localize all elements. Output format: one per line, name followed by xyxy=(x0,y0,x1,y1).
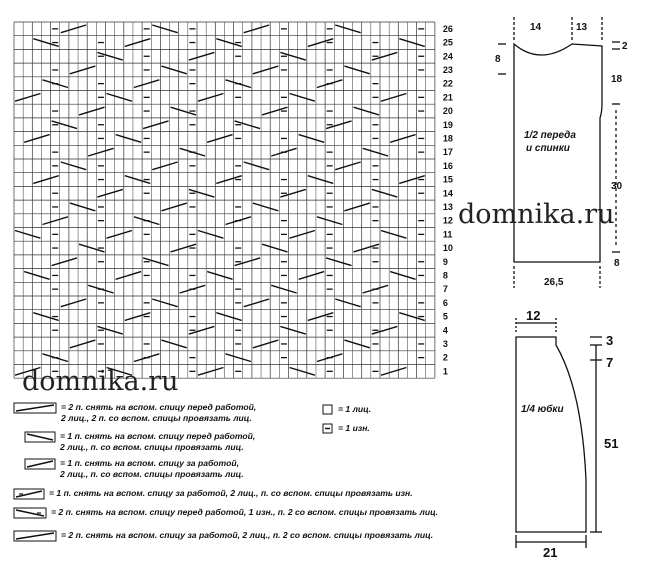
cable-stroke xyxy=(344,340,369,348)
cable-stroke xyxy=(134,217,159,225)
cable-stroke xyxy=(271,285,296,293)
cable-stroke xyxy=(116,272,141,280)
cable-stroke xyxy=(381,368,406,376)
dim-body: 30 xyxy=(611,181,623,192)
cable-stroke xyxy=(24,272,49,280)
row-number: 15 xyxy=(442,174,453,185)
dim-skirt-bottom-width: 21 xyxy=(543,545,558,560)
cable-stroke xyxy=(107,94,132,102)
cable-stroke xyxy=(15,94,40,102)
cable-stroke xyxy=(61,162,86,170)
cable-stroke xyxy=(79,107,104,115)
cable-stroke xyxy=(399,39,424,47)
cable-stroke xyxy=(262,244,287,252)
cable-stroke xyxy=(161,340,186,348)
cable-stroke xyxy=(42,217,67,225)
cable-stroke xyxy=(225,217,250,225)
cable-stroke xyxy=(24,135,49,143)
cable-2x1-front-purl-icon xyxy=(13,507,47,519)
row-number: 17 xyxy=(442,147,453,158)
cable-stroke xyxy=(198,231,223,239)
cable-stroke xyxy=(189,52,214,60)
row-number: 4 xyxy=(442,325,448,336)
cable-stroke xyxy=(180,285,205,293)
cable-stroke xyxy=(134,80,159,88)
row-number: 8 xyxy=(442,270,448,281)
skirt-label: 1/4 юбки xyxy=(521,404,564,415)
cable-stroke xyxy=(198,368,223,376)
cable-stroke xyxy=(152,25,177,33)
row-number: 22 xyxy=(442,78,453,89)
legend-item-3 xyxy=(24,458,244,480)
cable-stroke xyxy=(244,162,269,170)
cable-stroke xyxy=(253,203,278,211)
cable-stroke xyxy=(317,217,342,225)
legend-item-6 xyxy=(13,530,433,542)
cable-stroke xyxy=(354,107,379,115)
cable-stroke xyxy=(363,148,388,156)
knit-key-box xyxy=(323,405,332,414)
cable-stroke xyxy=(335,162,360,170)
dim-hem: 8 xyxy=(614,258,620,269)
cable-stroke xyxy=(317,354,342,362)
dim-shoulder-drop: 2 xyxy=(622,41,628,52)
dim-skirt-top-width: 12 xyxy=(526,308,541,323)
watermark-top: domnika.ru xyxy=(458,199,615,230)
chart-grid xyxy=(14,22,435,378)
cable-stroke xyxy=(390,135,415,143)
row-number: 7 xyxy=(442,284,448,295)
skirt-schematic xyxy=(516,318,602,548)
front-back-label-line2: и спинки xyxy=(526,143,570,154)
dim-width: 26,5 xyxy=(544,277,564,288)
cable-stroke xyxy=(244,299,269,307)
cable-stroke xyxy=(107,231,132,239)
cable-stroke xyxy=(70,203,95,211)
legend-item-1 xyxy=(13,402,256,424)
cable-stroke xyxy=(225,354,250,362)
cable-stroke xyxy=(33,176,58,184)
row-number: 5 xyxy=(442,311,448,322)
cable-stroke xyxy=(134,354,159,362)
cable-stroke xyxy=(290,368,315,376)
row-number: 9 xyxy=(442,256,448,267)
row-number: 12 xyxy=(442,215,453,226)
row-number: 20 xyxy=(442,106,453,117)
cable-stroke xyxy=(125,39,150,47)
cable-stroke xyxy=(326,258,351,266)
skirt-labels xyxy=(521,308,618,560)
cable-2x2-front-icon xyxy=(13,402,57,414)
legend-text-4: = 1 п. снять на вспом. спицу за работой, 2 лиц., п. со вспом. спицы провязать изн. xyxy=(49,488,413,498)
cable-stroke xyxy=(216,313,241,321)
cable-stroke xyxy=(15,231,40,239)
row-number: 11 xyxy=(442,229,453,240)
row-number: 3 xyxy=(442,338,448,349)
legend-text-6: = 2 п. снять на вспом. спицу за работой, 2 лиц., п. 2 со вспом. спицы провязать лиц. xyxy=(61,530,434,540)
cable-stroke xyxy=(161,203,186,211)
cable-1x2-back-purl-icon xyxy=(13,488,45,500)
cable-stroke xyxy=(225,80,250,88)
dim-neck-width: 14 xyxy=(530,22,542,33)
row-number: 1 xyxy=(442,366,448,377)
row-number: 25 xyxy=(442,37,453,48)
cable-stroke xyxy=(152,299,177,307)
legend-item-2 xyxy=(24,431,255,453)
cable-stroke xyxy=(317,80,342,88)
dim-shoulder: 13 xyxy=(576,22,588,33)
cable-stroke xyxy=(88,148,113,156)
front-back-label-line1: 1/2 переда xyxy=(524,130,576,141)
row-number: 23 xyxy=(442,64,453,75)
cable-stroke xyxy=(88,285,113,293)
row-number: 16 xyxy=(442,160,453,171)
cable-stroke xyxy=(344,203,369,211)
cable-stroke xyxy=(61,299,86,307)
row-number: 2 xyxy=(442,352,448,363)
cable-stroke xyxy=(207,272,232,280)
row-number: 13 xyxy=(442,201,453,212)
skirt-outline xyxy=(516,337,586,532)
cable-stroke xyxy=(52,258,77,266)
cable-stroke xyxy=(335,299,360,307)
cable-stroke xyxy=(381,94,406,102)
cable-stroke xyxy=(116,135,141,143)
cable-stroke xyxy=(161,66,186,74)
cable-stroke xyxy=(253,340,278,348)
cable-stroke xyxy=(344,66,369,74)
legend-text-1: = 2 п. снять на вспом. спицу перед работой, 2 лиц., 2 п. со вспом. спицы провязать лиц. xyxy=(61,402,257,423)
row-number: 19 xyxy=(442,119,453,130)
cable-stroke xyxy=(271,148,296,156)
row-number: 26 xyxy=(442,23,453,34)
dim-neck-depth: 8 xyxy=(495,54,501,65)
cable-stroke xyxy=(70,340,95,348)
cable-stroke xyxy=(61,25,86,33)
watermark-bottom: domnika.ru xyxy=(22,366,179,397)
cable-stroke xyxy=(381,231,406,239)
cable-stroke xyxy=(244,25,269,33)
cable-1x2-back-icon xyxy=(24,458,56,470)
cable-stroke xyxy=(180,148,205,156)
cable-stroke xyxy=(290,94,315,102)
stitch-key xyxy=(323,405,332,433)
cable-stroke xyxy=(390,272,415,280)
cable-stroke xyxy=(253,66,278,74)
dim-skirt-length: 51 xyxy=(604,436,619,451)
row-number: 18 xyxy=(442,133,453,144)
row-number: 6 xyxy=(442,297,448,308)
legend-text-5: = 2 п. снять на вспом. спицу перед работой, 1 изн., п. 2 со вспом. спицы провязать лиц. xyxy=(51,507,439,517)
chart-row-numbers xyxy=(443,24,453,377)
legend-item-5 xyxy=(13,507,438,519)
dim-skirt-curve-depth: 7 xyxy=(606,355,614,370)
cable-stroke xyxy=(42,80,67,88)
cable-stroke xyxy=(299,135,324,143)
cable-stroke xyxy=(299,272,324,280)
row-number: 24 xyxy=(442,51,453,62)
cable-stroke xyxy=(152,162,177,170)
row-number: 10 xyxy=(442,243,453,254)
cable-2x2-back-icon xyxy=(13,530,57,542)
row-number: 21 xyxy=(442,92,453,103)
row-number: 14 xyxy=(442,188,453,199)
legend-text-3: = 1 п. снять на вспом. спицу за работой, 2 лиц., п. со вспом. спицы провязать лиц. xyxy=(60,458,244,479)
cable-stroke xyxy=(207,135,232,143)
cable-stroke xyxy=(308,176,333,184)
cable-1x2-front-icon xyxy=(24,431,56,443)
cable-stroke xyxy=(97,189,122,197)
cable-stroke xyxy=(198,94,223,102)
legend-item-4 xyxy=(13,488,413,500)
front-back-labels xyxy=(495,22,628,288)
legend-text-2: = 1 п. снять на вспом. спицу перед работой, 2 лиц., п. со вспом. спицы провязать лиц. xyxy=(60,431,256,452)
cable-stroke xyxy=(280,326,305,334)
cable-stroke xyxy=(290,231,315,239)
cable-stroke xyxy=(335,25,360,33)
cable-stroke xyxy=(363,285,388,293)
dim-armhole: 18 xyxy=(611,74,623,85)
cable-stroke xyxy=(143,121,168,129)
purl-key-text: = 1 изн. xyxy=(338,423,370,433)
knit-key-text: = 1 лиц. xyxy=(338,404,372,414)
cable-stroke xyxy=(42,354,67,362)
cable-stroke xyxy=(372,189,397,197)
cable-stroke xyxy=(70,66,95,74)
dim-skirt-top-band: 3 xyxy=(606,333,614,348)
